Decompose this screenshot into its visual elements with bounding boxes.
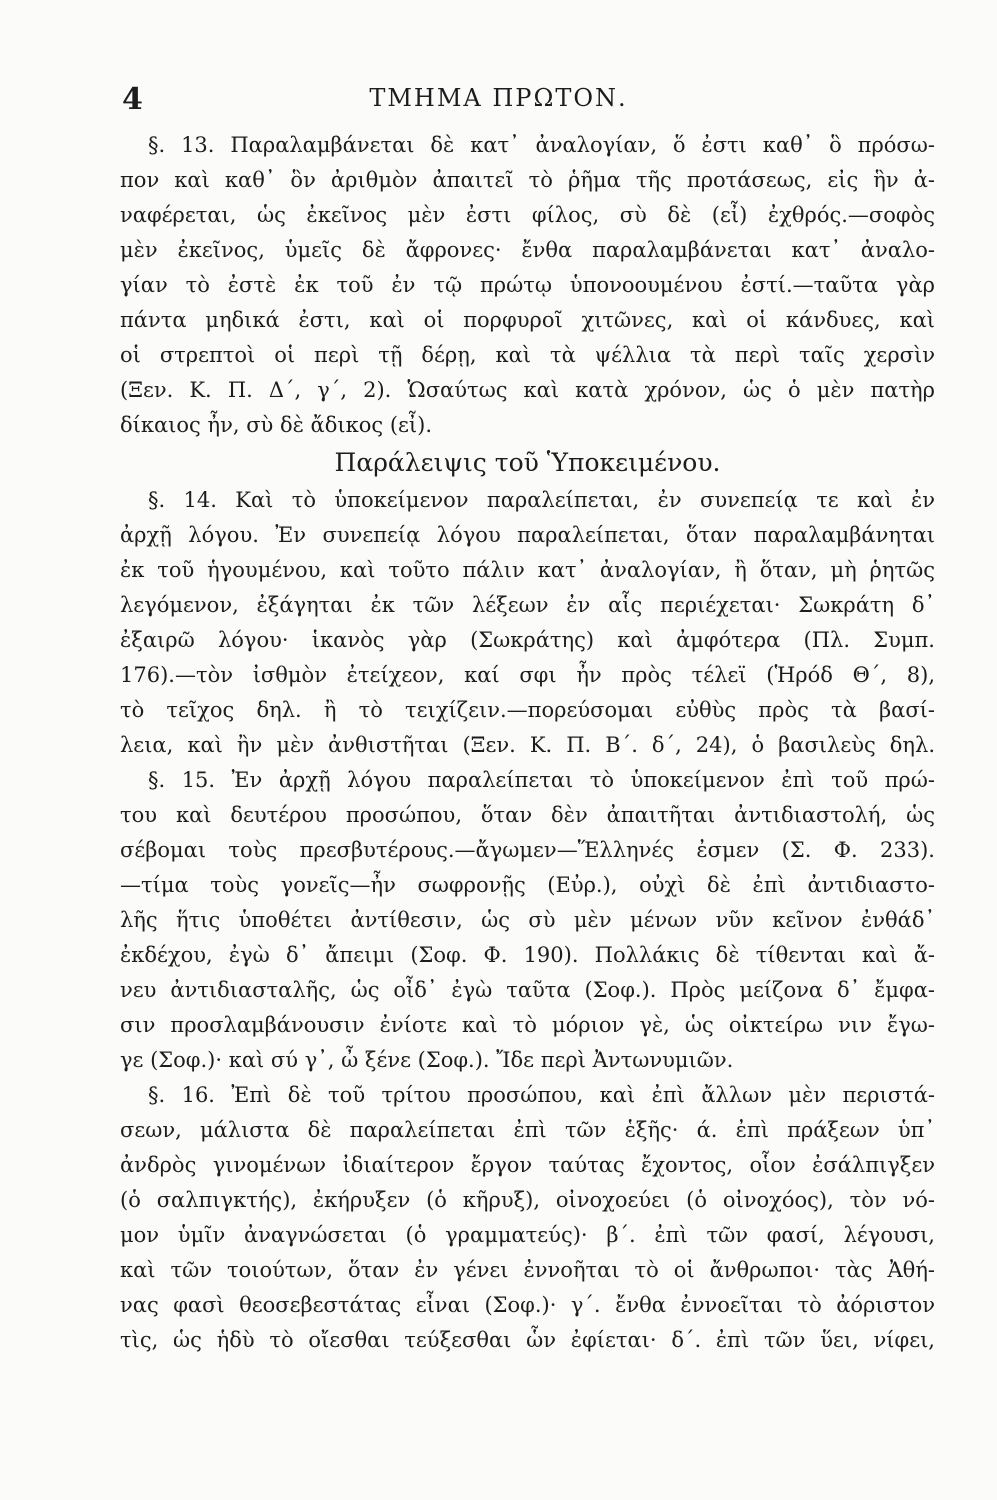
text-line: του καὶ δευτέρου προσώπου, ὅταν δὲν ἀπαιτῆται ἀντιδιαστολή, ὡς — [120, 803, 935, 827]
text-line: λῆς ἥτις ὑποθέτει ἀντίθεσιν, ὡς σὺ μὲν μένων νῦν κεῖνον ἐνθάδ᾽ — [120, 908, 935, 932]
text-line: καὶ τῶν τοιούτων, ὅταν ἐν γένει ἐννοῆται τὸ οἱ ἄνθρωποι· τὰς Ἀθή- — [120, 1258, 935, 1282]
text-line: ἀνδρὸς γινομένων ἰδιαίτερον ἔργον ταύτας ἔχοντος, οἷον ἐσάλπιγξεν — [120, 1153, 935, 1177]
text-line: γε (Σοφ.)· καὶ σύ γ᾽, ὦ ξένε (Σοφ.). Ἴδε περὶ Ἀντωνυμιῶν. — [120, 1048, 734, 1072]
text-line: ναφέρεται, ὡς ἐκεῖνος μὲν ἐστι φίλος, σὺ δὲ (εἶ) ἐχθρός.—σοφὸς — [120, 203, 935, 227]
text-line: ἐκδέχου, ἐγὼ δ᾽ ἄπειμι (Σοφ. Φ. 190). Πολλάκις δὲ τίθενται καὶ ἄ- — [120, 943, 935, 967]
page-body — [120, 128, 935, 1358]
text-line: τὶς, ὡς ἡδὺ τὸ οἴεσθαι τεύξεσθαι ὧν ἐφίεται· δ΄. ἐπὶ τῶν ὕει, νίφει, — [120, 1328, 935, 1352]
text-line: (ὁ σαλπιγκτής), ἐκήρυξεν (ὁ κῆρυξ), οἰνοχοεύει (ὁ οἰνοχόος), τὸν νό- — [120, 1188, 935, 1212]
text-line: ἀρχῇ λόγου. Ἐν συνεπείᾳ λόγου παραλείπεται, ὅταν παραλαμβάνηται — [120, 523, 935, 547]
text-line: οἱ στρεπτοὶ οἱ περὶ τῇ δέρῃ, καὶ τὰ ψέλλια τὰ περὶ ταῖς χερσὶν — [120, 343, 935, 367]
text-line: (Ξεν. Κ. Π. Δ΄, γ΄, 2). Ὡσαύτως καὶ κατὰ χρόνον, ὡς ὁ μὲν πατὴρ — [120, 378, 935, 402]
text-line: σέβομαι τοὺς πρεσβυτέρους.—ἄγωμεν—Ἕλληνές ἐσμεν (Σ. Φ. 233). — [120, 838, 935, 862]
section-heading: Παράλειψις τοῦ Ὑποκειμένου. — [334, 448, 721, 477]
text-line: νευ ἀντιδιασταλῆς, ὡς οἶδ᾽ ἐγὼ ταῦτα (Σοφ.). Πρὸς μείζονα δ᾽ ἔμφα- — [120, 978, 935, 1002]
text-line: §. 15. Ἐν ἀρχῇ λόγου παραλείπεται τὸ ὑποκείμενον ἐπὶ τοῦ πρώ- — [148, 768, 935, 792]
text-line: μὲν ἐκεῖνος, ὑμεῖς δὲ ἄφρονες· ἔνθα παραλαμβάνεται κατ᾽ ἀναλο- — [120, 238, 935, 262]
text-line: πον καὶ καθ᾽ ὃν ἀριθμὸν ἀπαιτεῖ τὸ ῥῆμα τῆς προτάσεως, εἰς ἣν ἀ- — [120, 168, 935, 192]
page-number: 4 — [122, 82, 143, 117]
text-line: νας φασὶ θεοσεβεστάτας εἶναι (Σοφ.)· γ΄. ἔνθα ἐννοεῖται τὸ ἀόριστον — [120, 1293, 935, 1317]
running-head: ΤΜΗΜΑ ΠΡΩΤΟΝ. — [369, 84, 628, 112]
text-line: γίαν τὸ ἐστὲ ἐκ τοῦ ἐν τῷ πρώτῳ ὑπονοουμένου ἐστί.—ταῦτα γὰρ — [120, 273, 935, 297]
text-line: §. 16. Ἐπὶ δὲ τοῦ τρίτου προσώπου, καὶ ἐπὶ ἄλλων μὲν περιστά- — [148, 1083, 935, 1107]
text-line: λεγόμενον, ἐξάγηται ἐκ τῶν λέξεων ἐν αἷς περιέχεται· Σωκράτη δ᾽ — [120, 593, 935, 617]
text-line: μον ὑμῖν ἀναγνώσεται (ὁ γραμματεύς)· β΄. ἐπὶ τῶν φασί, λέγουσι, — [120, 1223, 935, 1247]
text-line: δίκαιος ἦν, σὺ δὲ ἄδικος (εἶ). — [120, 413, 432, 437]
text-line: λεια, καὶ ἢν μὲν ἀνθιστῆται (Ξεν. Κ. Π. Β΄. δ΄, 24), ὁ βασιλεὺς δηλ. — [120, 733, 935, 757]
text-line: ἐκ τοῦ ἡγουμένου, καὶ τοῦτο πάλιν κατ᾽ ἀναλογίαν, ἢ ὅταν, μὴ ῥητῶς — [120, 558, 935, 582]
text-line: σεων, μάλιστα δὲ παραλείπεται ἐπὶ τῶν ἑξῆς· ά. ἐπὶ πράξεων ὑπ᾽ — [120, 1118, 935, 1142]
text-line: ἐξαιρῶ λόγου· ἱκανὸς γὰρ (Σωκράτης) καὶ ἀμφότερα (Πλ. Συμπ. — [120, 628, 935, 652]
text-line: σιν προσλαμβάνουσιν ἐνίοτε καὶ τὸ μόριον γὲ, ὡς οἰκτείρω νιν ἔγω- — [120, 1013, 935, 1037]
text-line: §. 14. Καὶ τὸ ὑποκείμενον παραλείπεται, ἐν συνεπείᾳ τε καὶ ἐν — [148, 488, 935, 512]
text-line: πάντα μηδικά ἐστι, καὶ οἱ πορφυροῖ χιτῶνες, καὶ οἱ κάνδυες, καὶ — [120, 308, 935, 332]
text-line: 176).—τὸν ἰσθμὸν ἐτείχεον, καί σφι ἦν πρὸς τέλεϊ (Ἡρόδ Θ΄, 8), — [120, 663, 935, 687]
text-line: —τίμα τοὺς γονεῖς—ἦν σωφρονῇς (Εὐρ.), οὐχὶ δὲ ἐπὶ ἀντιδιαστο- — [120, 873, 935, 897]
text-line: τὸ τεῖχος δηλ. ἢ τὸ τειχίζειν.—πορεύσομαι εὐθὺς πρὸς τὰ βασί- — [120, 698, 935, 722]
text-line: §. 13. Παραλαμβάνεται δὲ κατ᾽ ἀναλογίαν, ὅ ἐστι καθ᾽ ὃ πρόσω- — [148, 133, 935, 157]
